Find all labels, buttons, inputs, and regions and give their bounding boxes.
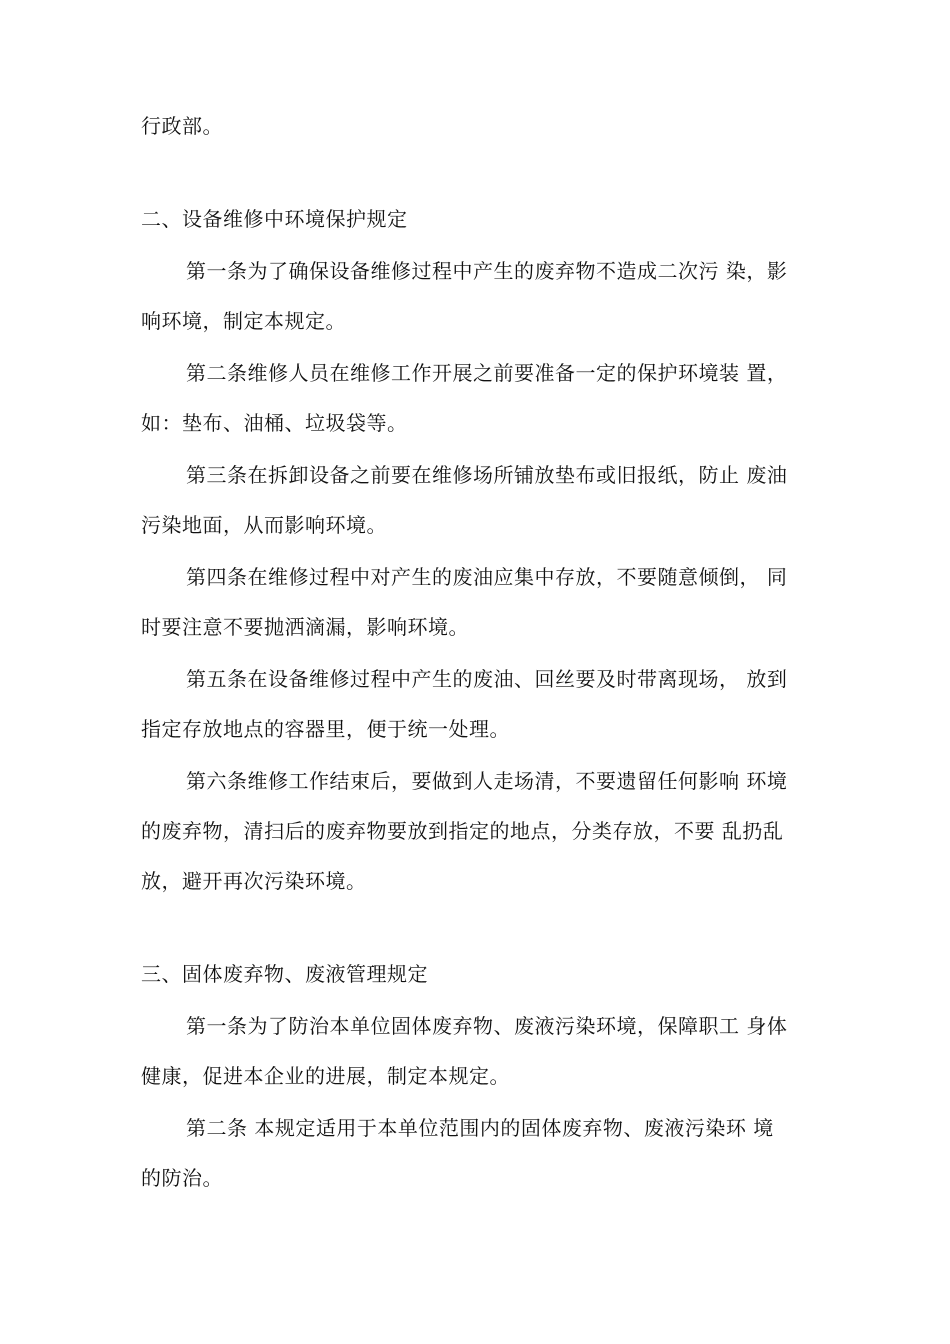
s2-article-1-line-2: 响环境，制定本规定。 <box>141 309 346 333</box>
s2-article-3-line-1: 第三条在拆卸设备之前要在维修场所铺放垫布或旧报纸，防止 废油 <box>186 463 788 487</box>
intro-tail-text: 行政部。 <box>141 114 223 138</box>
s2-article-4-line-2: 时要注意不要抛洒滴漏，影响环境。 <box>141 615 469 639</box>
s2-article-5-line-1: 第五条在设备维修过程中产生的废油、回丝要及时带离现场， 放到 <box>186 667 788 691</box>
s2-article-2-line-2: 如：垫布、油桶、垃圾袋等。 <box>141 411 408 435</box>
s2-article-6-line-3: 放，避开再次污染环境。 <box>141 869 367 893</box>
s3-article-1-line-2: 健康，促进本企业的进展，制定本规定。 <box>141 1064 510 1088</box>
s2-article-6-line-1: 第六条维修工作结束后，要做到人走场清，不要遗留任何影响 环境 <box>186 769 788 793</box>
s2-article-4-line-1: 第四条在维修过程中对产生的废油应集中存放，不要随意倾倒， 同 <box>186 565 788 589</box>
s3-article-2-line-2: 的防治。 <box>141 1166 223 1190</box>
s3-article-1-line-1: 第一条为了防治本单位固体废弃物、废液污染环境，保障职工 身体 <box>186 1014 788 1038</box>
s2-article-6-line-2: 的废弃物，清扫后的废弃物要放到指定的地点，分类存放，不要 乱扔乱 <box>141 819 784 843</box>
s3-article-2-line-1: 第二条 本规定适用于本单位范围内的固体废弃物、废液污染环 境 <box>186 1116 774 1140</box>
s2-article-5-line-2: 指定存放地点的容器里，便于统一处理。 <box>141 717 510 741</box>
section-3-heading: 三、固体废弃物、废液管理规定 <box>141 962 428 986</box>
s2-article-2-line-1: 第二条维修人员在维修工作开展之前要准备一定的保护环境装 置， <box>186 361 788 385</box>
s2-article-3-line-2: 污染地面，从而影响环境。 <box>141 513 387 537</box>
section-2-heading: 二、设备维修中环境保护规定 <box>141 207 408 231</box>
s2-article-1-line-1: 第一条为了确保设备维修过程中产生的废弃物不造成二次污 染，影 <box>186 259 788 283</box>
